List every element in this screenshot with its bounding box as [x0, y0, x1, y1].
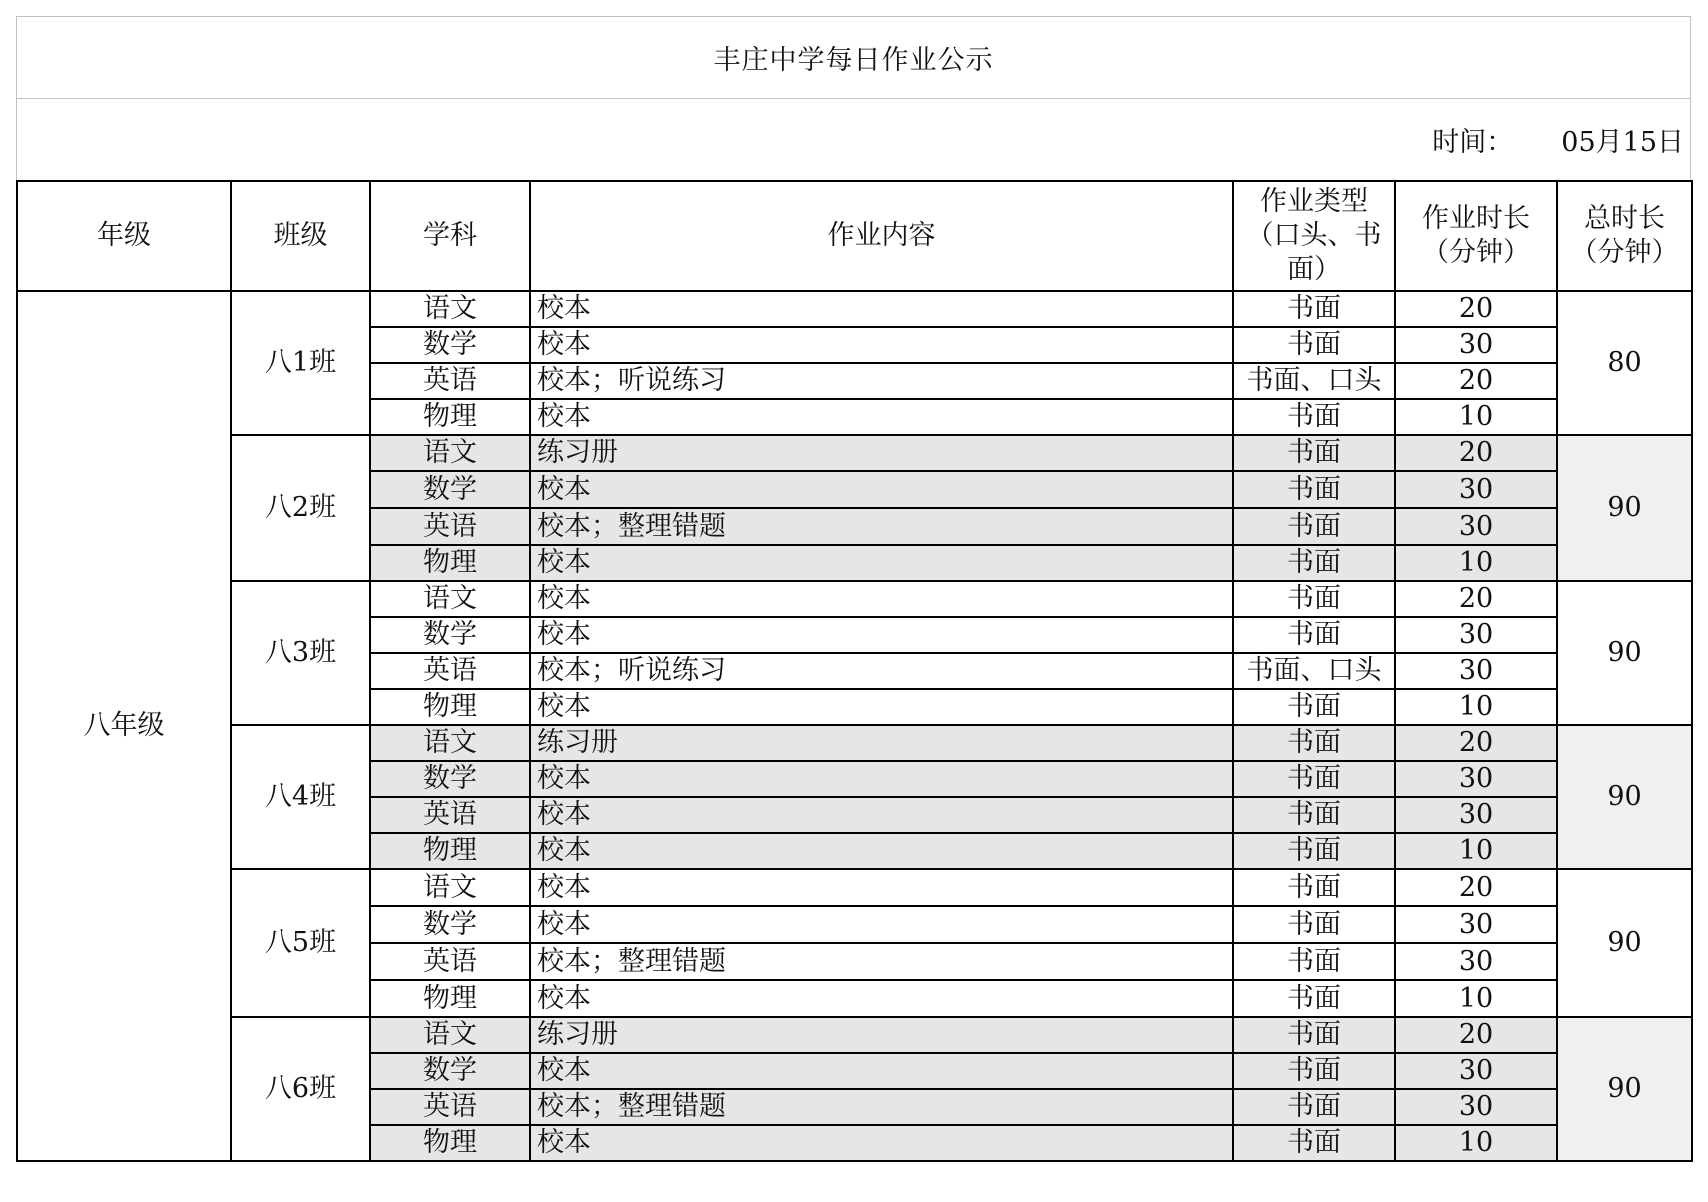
duration-cell: 30 [1395, 653, 1557, 689]
class-cell: 八2班 [231, 435, 370, 581]
content-cell: 校本 [530, 617, 1233, 653]
type-cell: 书面 [1233, 617, 1395, 653]
class-cell: 八6班 [231, 1017, 370, 1161]
type-cell: 书面 [1233, 833, 1395, 869]
duration-cell: 30 [1395, 906, 1557, 943]
subject-cell: 英语 [370, 943, 530, 980]
content-cell: 校本 [530, 291, 1233, 327]
type-cell: 书面 [1233, 435, 1395, 471]
header-grade: 年级 [17, 181, 231, 291]
type-cell: 书面 [1233, 761, 1395, 797]
content-cell: 校本 [530, 761, 1233, 797]
subject-cell: 英语 [370, 363, 530, 399]
duration-cell: 20 [1395, 1017, 1557, 1053]
duration-cell: 30 [1395, 1053, 1557, 1089]
duration-cell: 10 [1395, 833, 1557, 869]
grade-cell: 八年级 [17, 291, 231, 1161]
subject-cell: 物理 [370, 833, 530, 869]
subject-cell: 英语 [370, 653, 530, 689]
duration-cell: 20 [1395, 581, 1557, 617]
type-cell: 书面 [1233, 1017, 1395, 1053]
duration-cell: 10 [1395, 1125, 1557, 1161]
subject-cell: 语文 [370, 435, 530, 471]
duration-cell: 20 [1395, 291, 1557, 327]
content-cell: 练习册 [530, 725, 1233, 761]
type-cell: 书面、口头 [1233, 653, 1395, 689]
content-cell: 校本 [530, 1125, 1233, 1161]
total-cell: 80 [1557, 291, 1692, 435]
subject-cell: 数学 [370, 1053, 530, 1089]
subject-cell: 语文 [370, 869, 530, 906]
type-cell: 书面 [1233, 980, 1395, 1017]
table-row [17, 725, 1692, 761]
date-row [16, 98, 1691, 180]
type-cell: 书面 [1233, 399, 1395, 435]
table-body [17, 291, 1692, 1161]
header-row [17, 181, 1692, 291]
subject-cell: 数学 [370, 906, 530, 943]
duration-cell: 20 [1395, 363, 1557, 399]
content-cell: 校本；整理错题 [530, 508, 1233, 545]
content-cell: 校本 [530, 980, 1233, 1017]
content-cell: 校本；整理错题 [530, 1089, 1233, 1125]
date-value: 05月15日 [1561, 127, 1684, 158]
subject-cell: 数学 [370, 617, 530, 653]
subject-cell: 语文 [370, 1017, 530, 1053]
table-row [17, 435, 1692, 471]
type-cell: 书面 [1233, 689, 1395, 725]
duration-cell: 30 [1395, 471, 1557, 508]
type-cell: 书面、口头 [1233, 363, 1395, 399]
homework-table [16, 180, 1693, 1162]
duration-cell: 20 [1395, 869, 1557, 906]
total-cell: 90 [1557, 869, 1692, 1017]
type-cell: 书面 [1233, 797, 1395, 833]
subject-cell: 物理 [370, 545, 530, 581]
content-cell: 校本；听说练习 [530, 653, 1233, 689]
content-cell: 校本 [530, 327, 1233, 363]
content-cell: 校本；听说练习 [530, 363, 1233, 399]
header-content: 作业内容 [530, 181, 1233, 291]
subject-cell: 英语 [370, 1089, 530, 1125]
class-cell: 八5班 [231, 869, 370, 1017]
type-cell: 书面 [1233, 1089, 1395, 1125]
class-cell: 八1班 [231, 291, 370, 435]
table-row [17, 581, 1692, 617]
type-cell: 书面 [1233, 1125, 1395, 1161]
header-subject: 学科 [370, 181, 530, 291]
content-cell: 校本 [530, 869, 1233, 906]
duration-cell: 10 [1395, 689, 1557, 725]
sheet-title [16, 16, 1691, 98]
subject-cell: 语文 [370, 725, 530, 761]
content-cell: 校本 [530, 471, 1233, 508]
type-cell: 书面 [1233, 545, 1395, 581]
type-cell: 书面 [1233, 291, 1395, 327]
subject-cell: 英语 [370, 508, 530, 545]
total-cell: 90 [1557, 581, 1692, 725]
table-row [17, 291, 1692, 327]
subject-cell: 物理 [370, 689, 530, 725]
total-cell: 90 [1557, 725, 1692, 869]
content-cell: 校本；整理错题 [530, 943, 1233, 980]
type-cell: 书面 [1233, 581, 1395, 617]
duration-cell: 10 [1395, 399, 1557, 435]
content-cell: 校本 [530, 581, 1233, 617]
duration-cell: 30 [1395, 761, 1557, 797]
duration-cell: 30 [1395, 327, 1557, 363]
header-type: 作业类型（口头、书面） [1233, 181, 1395, 291]
subject-cell: 物理 [370, 1125, 530, 1161]
duration-cell: 30 [1395, 508, 1557, 545]
content-cell: 校本 [530, 399, 1233, 435]
class-cell: 八4班 [231, 725, 370, 869]
total-cell: 90 [1557, 1017, 1692, 1161]
subject-cell: 数学 [370, 327, 530, 363]
content-cell: 校本 [530, 797, 1233, 833]
homework-sheet [16, 16, 1691, 1162]
duration-cell: 10 [1395, 980, 1557, 1017]
type-cell: 书面 [1233, 327, 1395, 363]
content-cell: 校本 [530, 545, 1233, 581]
duration-cell: 20 [1395, 725, 1557, 761]
type-cell: 书面 [1233, 1053, 1395, 1089]
table-row [17, 869, 1692, 906]
subject-cell: 语文 [370, 291, 530, 327]
type-cell: 书面 [1233, 869, 1395, 906]
type-cell: 书面 [1233, 725, 1395, 761]
content-cell: 练习册 [530, 1017, 1233, 1053]
duration-cell: 30 [1395, 617, 1557, 653]
duration-cell: 20 [1395, 435, 1557, 471]
duration-cell: 30 [1395, 943, 1557, 980]
content-cell: 练习册 [530, 435, 1233, 471]
duration-cell: 10 [1395, 545, 1557, 581]
class-cell: 八3班 [231, 581, 370, 725]
subject-cell: 数学 [370, 761, 530, 797]
type-cell: 书面 [1233, 906, 1395, 943]
content-cell: 校本 [530, 833, 1233, 869]
content-cell: 校本 [530, 689, 1233, 725]
total-cell: 90 [1557, 435, 1692, 581]
content-cell: 校本 [530, 1053, 1233, 1089]
date-label: 时间： [1432, 127, 1514, 158]
subject-cell: 英语 [370, 797, 530, 833]
header-duration: 作业时长（分钟） [1395, 181, 1557, 291]
type-cell: 书面 [1233, 508, 1395, 545]
table-row [17, 1017, 1692, 1053]
subject-cell: 数学 [370, 471, 530, 508]
title-text: 丰庄中学每日作业公示 [713, 45, 994, 76]
type-cell: 书面 [1233, 943, 1395, 980]
type-cell: 书面 [1233, 471, 1395, 508]
header-total: 总时长（分钟） [1557, 181, 1692, 291]
duration-cell: 30 [1395, 1089, 1557, 1125]
subject-cell: 语文 [370, 581, 530, 617]
duration-cell: 30 [1395, 797, 1557, 833]
header-class: 班级 [231, 181, 370, 291]
subject-cell: 物理 [370, 980, 530, 1017]
content-cell: 校本 [530, 906, 1233, 943]
subject-cell: 物理 [370, 399, 530, 435]
